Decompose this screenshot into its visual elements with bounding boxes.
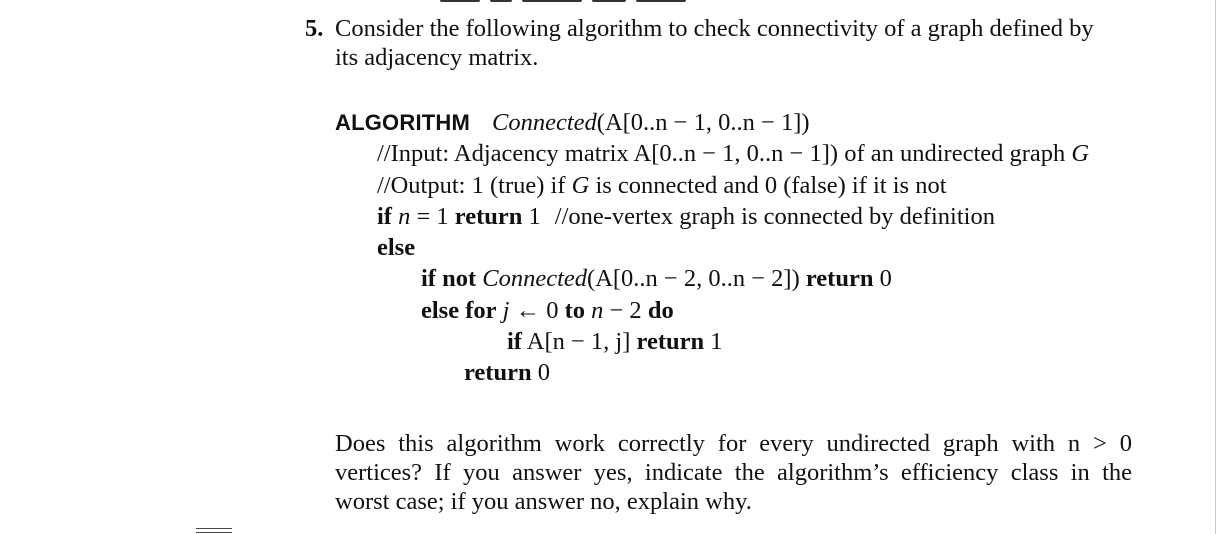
algorithm-header <box>335 107 1089 138</box>
problem-text-2: its adjacency matrix. <box>335 44 539 71</box>
algorithm-recursive-check: if not Connected(A[0..n − 2, 0..n − 2]) return 0 <box>421 265 892 293</box>
problem-text-1: Consider the following algorithm to check connectivity of a graph defined by <box>335 15 1094 42</box>
algorithm-loop: else for j ← 0 to n − 2 do <box>421 296 674 324</box>
algorithm-else: else <box>377 234 416 262</box>
question-paragraph <box>335 429 1132 516</box>
problem-statement <box>305 14 1145 72</box>
cropped-next-text <box>262 530 762 534</box>
algorithm-inner-if: if A[n − 1, j] return 1 <box>507 328 723 356</box>
question-line-1: Does this algorithm work correctly for every undirected graph with n > 0 <box>335 430 1132 457</box>
algorithm-final-return: return 0 <box>464 359 550 387</box>
next-problem-marker <box>196 528 232 533</box>
algorithm-keyword: ALGORITHM <box>335 110 471 135</box>
page-edge <box>1215 0 1216 534</box>
question-line-3: worst case; if you answer no, explain why. <box>335 488 752 515</box>
problem-number: 5. <box>305 15 324 42</box>
cropped-previous-text <box>440 0 700 4</box>
algorithm-block <box>335 107 1089 389</box>
algorithm-base-case: if n = 1 return 1 //one-vertex graph is connected by definition <box>377 202 995 230</box>
problem-line-1 <box>305 14 1145 43</box>
algorithm-output-comment: //Output: 1 (true) if G is connected and 0 (false) if it is not <box>377 171 947 199</box>
algorithm-name: Connected <box>492 109 597 136</box>
question-line-2: vertices? If you answer yes, indicate the algorithm’s efficiency class in the <box>335 459 1132 486</box>
algorithm-input-comment: //Input: Adjacency matrix A[0..n − 1, 0..n − 1]) of an undirected graph G <box>377 140 1090 168</box>
problem-line-2 <box>305 43 1145 72</box>
algorithm-args: (A[0..n − 1, 0..n − 1]) <box>596 109 810 136</box>
